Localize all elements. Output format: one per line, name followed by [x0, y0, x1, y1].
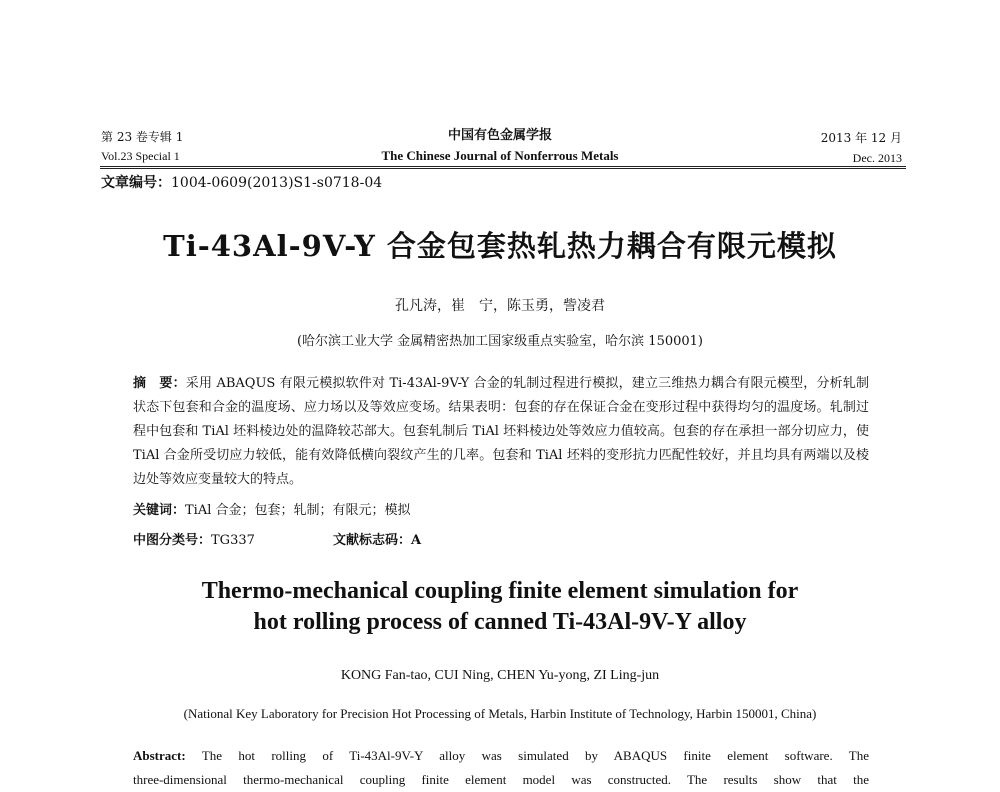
en-abstract: [133, 744, 869, 792]
document-code-value: A: [411, 533, 422, 548]
article-id-label: 文章编号：: [101, 175, 171, 191]
cn-abstract-label: 摘 要：: [133, 376, 186, 391]
article-id-value: 1004-0609(2013)S1-s0718-04: [171, 175, 383, 191]
en-abstract-line2: three-dimensional thermo-mechanical coupling finite element model was constructed. The results show that the: [133, 772, 869, 787]
en-title-line1: Thermo-mechanical coupling finite element simulation for: [201, 578, 799, 604]
en-affiliation: (National Key Laboratory for Precision Hot Processing of Metals, Harbin Institute of Technology, Harbin 150001, China): [183, 706, 817, 721]
header-rule-top: [100, 166, 906, 167]
cn-authors: 孔凡涛，崔 宁，陈玉勇，訾凌君: [395, 298, 605, 314]
journal-name-en: The Chinese Journal of Nonferrous Metals: [381, 148, 619, 163]
en-title-line2: hot rolling process of canned Ti-43Al-9V-Y alloy: [253, 609, 747, 635]
article-id: [101, 172, 382, 192]
issue-date-cn: 2013 年 12 月: [820, 131, 902, 145]
header-rule-bottom: [100, 168, 906, 169]
volume-label-cn: 第 23 卷专辑 1: [101, 130, 184, 144]
keywords-text: TiAl 合金；包套；轧制；有限元；模拟: [185, 503, 411, 518]
en-abstract-text1: The hot rolling of Ti-43Al-9V-Y alloy was simulated by ABAQUS finite element software. The: [201, 748, 870, 763]
cn-abstract: [133, 372, 869, 492]
en-title: [0, 576, 1000, 638]
cn-affiliation: (哈尔滨工业大学 金属精密热加工国家级重点实验室，哈尔滨 150001): [296, 334, 704, 349]
cn-abstract-text: 采用 ABAQUS 有限元模拟软件对 Ti-43Al-9V-Y 合金的轧制过程进行模拟，建立三维热力耦合有限元模型，分析轧制状态下包套和合金的温度场、应力场以及等效应变场。结果表明：包套的存在保证合金在变形过程中获得均匀的温度场。轧制过程中包套和 TiAl 坯料棱边处的温降较芯部大。包套轧制后 TiAl 坯料棱边处等效应力值较高。包套的存在承担一部分切应力，使 TiAl 合金所受切应力较低，能有效降低横向裂纹产生的几率。包套和 TiAl 坯料的变形抗力匹配性较好，并且均具有两端以及棱边处等效应变量较大的特点。: [133, 376, 869, 487]
en-abstract-line1: [133, 744, 869, 768]
en-authors: KONG Fan-tao, CUI Ning, CHEN Yu-yong, ZI Ling-jun: [340, 668, 660, 683]
classification-value: TG337: [211, 533, 255, 548]
classification: [133, 529, 255, 548]
classification-label: 中图分类号：: [133, 533, 212, 548]
issue-date-en: Dec. 2013: [852, 151, 902, 165]
journal-name-cn: 中国有色金属学报: [447, 128, 552, 143]
keywords-label: 关键词：: [133, 503, 186, 518]
document-code: [333, 529, 421, 548]
volume-label-en: Vol.23 Special 1: [101, 149, 180, 163]
document-code-label: 文献标志码：: [333, 533, 412, 548]
keywords: [133, 499, 869, 523]
cn-title: Ti-43Al-9V-Y 合金包套热轧热力耦合有限元模拟: [163, 229, 837, 263]
en-abstract-label: Abstract:: [133, 748, 186, 763]
